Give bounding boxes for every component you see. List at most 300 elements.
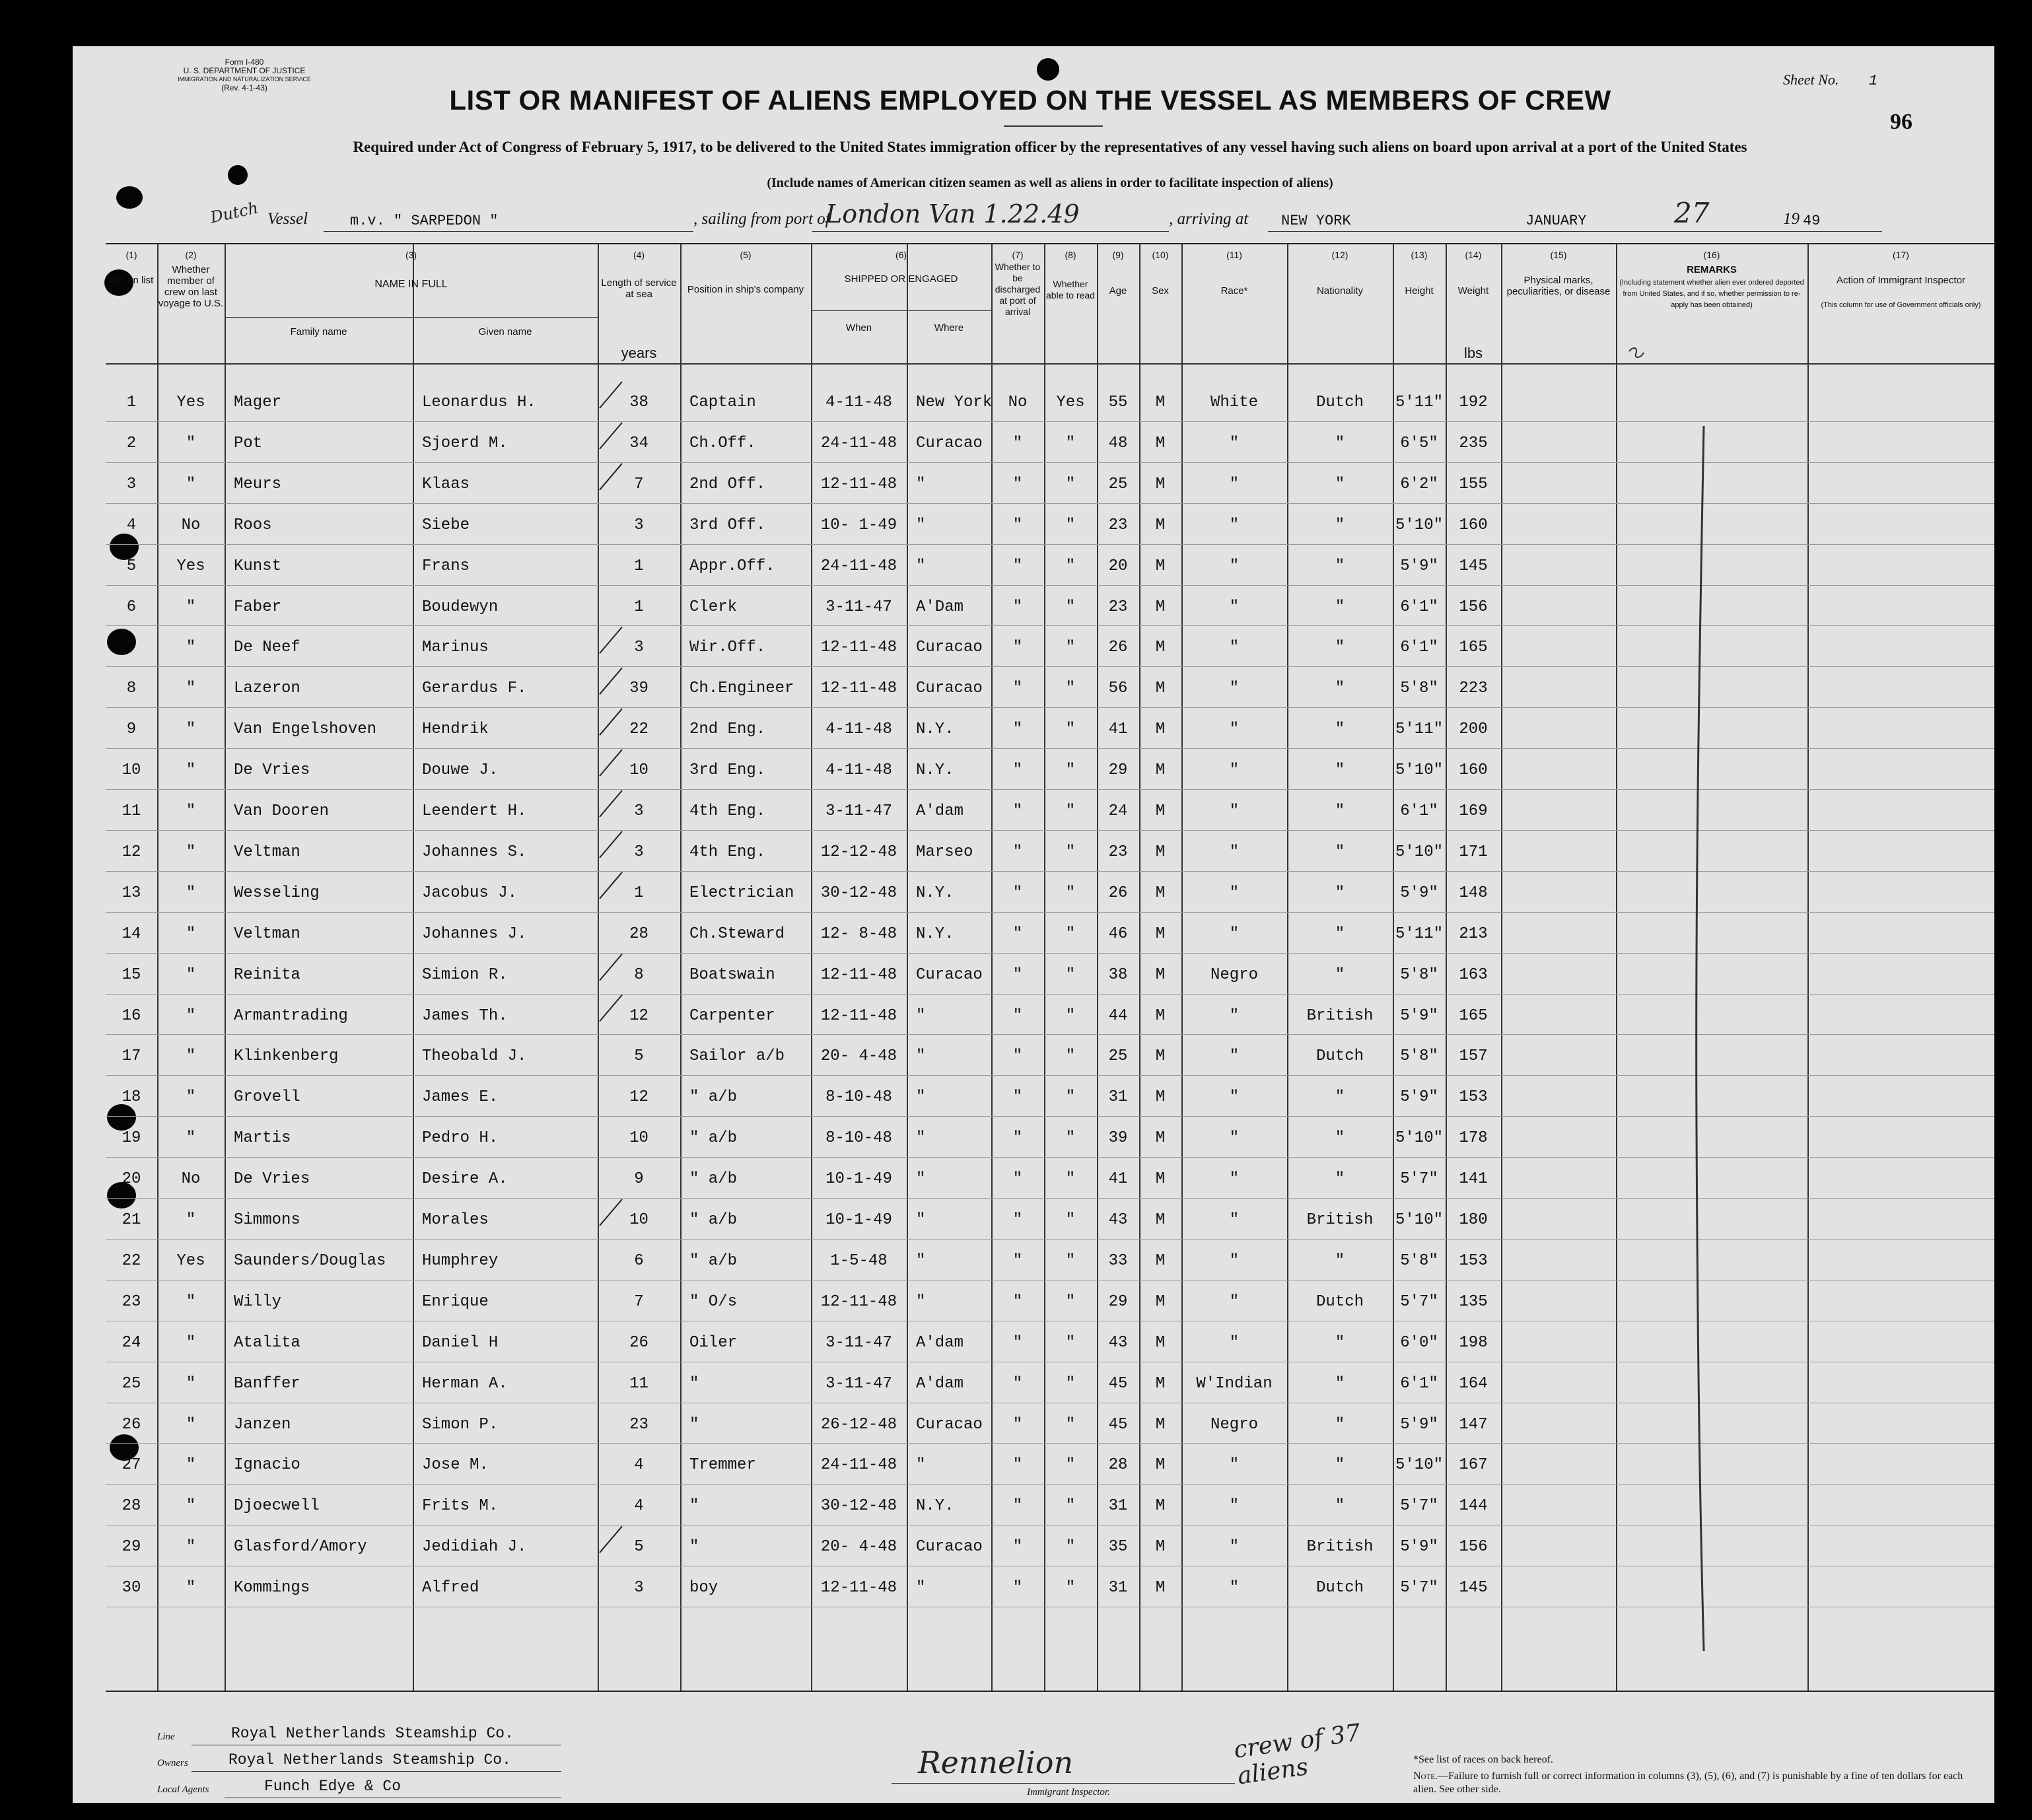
cell-age: 43 — [1108, 1333, 1128, 1352]
cell-given: Jacobus J. — [422, 884, 518, 902]
cell-family: Van Dooren — [234, 802, 330, 820]
cell-when: 3-11-47 — [825, 1333, 892, 1352]
cell-age: 24 — [1108, 802, 1128, 820]
cell-no: 28 — [122, 1497, 141, 1516]
cell-no: 2 — [126, 434, 137, 452]
cell-age: 48 — [1108, 434, 1128, 452]
col-where-header: Where — [934, 322, 964, 333]
cell-no: 1 — [126, 394, 137, 411]
cell-position: " — [689, 1374, 699, 1393]
cell-read: " — [1065, 598, 1076, 616]
cell-years: 5 — [634, 1538, 644, 1557]
cell-family: Simmons — [234, 1211, 300, 1229]
cell-given: Theobald J. — [422, 1047, 527, 1066]
cell-when: 8-10-48 — [825, 1088, 892, 1107]
cell-no: 19 — [122, 1129, 141, 1148]
cell-weight: 171 — [1459, 843, 1488, 861]
cell-given: Herman A. — [422, 1374, 508, 1393]
cell-sex: M — [1155, 965, 1166, 984]
checkmarks — [596, 376, 648, 1697]
cell-family: Veltman — [234, 843, 300, 861]
cell-where: Curacao — [916, 965, 983, 984]
cell-discharged: " — [1012, 475, 1023, 493]
cell-given: Jose M. — [422, 1456, 489, 1475]
cell-weight: 163 — [1459, 965, 1488, 984]
cell-position: 3rd Off. — [689, 516, 766, 534]
vessel-underline — [324, 231, 693, 232]
cell-weight: 160 — [1459, 516, 1488, 534]
cell-age: 35 — [1108, 1538, 1128, 1557]
cell-sex: M — [1155, 1006, 1166, 1025]
cell-nationality: " — [1335, 516, 1345, 534]
cell-when: 30-12-48 — [820, 1497, 897, 1516]
cell-height: 6'1" — [1400, 639, 1438, 657]
cell-nationality: " — [1335, 434, 1345, 452]
cell-where: " — [916, 1456, 926, 1475]
column-number: (16) — [1703, 250, 1720, 260]
col-length-header: Length of service at sea — [601, 277, 677, 300]
cell-when: 3-11-47 — [825, 1374, 892, 1393]
cell-when: 12-11-48 — [820, 965, 897, 984]
column-number: (7) — [1012, 250, 1024, 260]
cell-nationality: " — [1335, 1374, 1345, 1393]
cell-position: Boatswain — [689, 965, 775, 984]
cell-discharged: " — [1012, 1251, 1023, 1270]
date-underline — [1499, 231, 1882, 232]
cell-family: Armantrading — [234, 1006, 348, 1025]
cell-race: " — [1229, 761, 1240, 780]
cell-position: Carpenter — [689, 1006, 775, 1025]
cell-family: De Neef — [234, 639, 300, 657]
cell-race: " — [1229, 1088, 1240, 1107]
cell-read: " — [1065, 1415, 1076, 1434]
cell-sex: M — [1155, 1497, 1166, 1516]
cell-sex: M — [1155, 1415, 1166, 1434]
cell-when: 24-11-48 — [820, 557, 897, 575]
cell-where: A'dam — [916, 1333, 964, 1352]
cell-years: 34 — [629, 434, 648, 452]
page-title: LIST OR MANIFEST OF ALIENS EMPLOYED ON THE VESSEL AS MEMBERS OF CREW — [449, 85, 1611, 116]
cell-race: " — [1229, 1170, 1240, 1189]
cell-age: 38 — [1108, 965, 1128, 984]
cell-no: 23 — [122, 1292, 141, 1311]
cell-height: 6'1" — [1400, 802, 1438, 820]
cell-height: 5'7" — [1400, 1170, 1438, 1189]
cell-race: " — [1229, 1047, 1240, 1066]
cell-member: " — [186, 1006, 196, 1025]
cell-member: " — [186, 1579, 196, 1597]
cell-when: 10- 1-49 — [820, 516, 897, 534]
cell-member: " — [186, 843, 196, 861]
cell-height: 5'10" — [1395, 843, 1443, 861]
cell-height: 5'8" — [1400, 1251, 1438, 1270]
cell-member: No — [181, 1170, 201, 1189]
cell-weight: 198 — [1459, 1333, 1488, 1352]
cell-family: Roos — [234, 516, 272, 534]
cell-given: Johannes J. — [422, 925, 527, 943]
cell-member: " — [186, 639, 196, 657]
cell-discharged: " — [1012, 1456, 1023, 1475]
cell-years: 23 — [629, 1415, 648, 1434]
cell-position: Ch.Off. — [689, 434, 756, 452]
cell-member: " — [186, 1456, 196, 1475]
cell-no: 21 — [122, 1211, 141, 1229]
cell-race: " — [1229, 884, 1240, 902]
cell-when: 4-11-48 — [825, 720, 892, 739]
cell-where: " — [916, 1047, 926, 1066]
cell-height: 5'9" — [1400, 1088, 1438, 1107]
cell-given: Humphrey — [422, 1251, 499, 1270]
column-number: (9) — [1112, 250, 1124, 260]
cell-age: 43 — [1108, 1211, 1128, 1229]
arrival-year: 49 — [1803, 213, 1821, 229]
cell-discharged: " — [1012, 1579, 1023, 1597]
cell-given: Klaas — [422, 475, 470, 493]
year-prefix: 19 — [1783, 210, 1800, 228]
title-rule — [1004, 125, 1103, 127]
cell-position: Ch.Steward — [689, 925, 785, 943]
cell-when: 12-11-48 — [820, 1006, 897, 1025]
cell-family: De Vries — [234, 761, 310, 780]
cell-weight: 167 — [1459, 1456, 1488, 1475]
cell-where: N.Y. — [916, 925, 954, 943]
arriving-port: NEW YORK — [1281, 213, 1351, 229]
cell-years: 3 — [634, 516, 644, 534]
cell-where: " — [916, 1129, 926, 1148]
cell-sex: M — [1155, 925, 1166, 943]
sailing-label: , sailing from port of — [693, 210, 830, 228]
cell-read: " — [1065, 1251, 1076, 1270]
cell-when: 4-11-48 — [825, 761, 892, 780]
cell-height: 5'7" — [1400, 1579, 1438, 1597]
cell-read: " — [1065, 1006, 1076, 1025]
cell-years: 10 — [629, 1211, 648, 1229]
cell-years: 12 — [629, 1006, 648, 1025]
cell-family: Martis — [234, 1129, 291, 1148]
cell-where: " — [916, 1088, 926, 1107]
cell-family: Van Engelshoven — [234, 720, 377, 739]
cell-nationality: " — [1335, 802, 1345, 820]
note-text: —Failure to furnish full or correct information in columns (3), (5), (6), and (7) is punishable by a fine of ten dollars for each alien. See other side. — [1413, 1770, 1963, 1795]
cell-when: 24-11-48 — [820, 434, 897, 452]
cell-where: " — [916, 1292, 926, 1311]
cell-height: 5'11" — [1395, 394, 1443, 411]
column-number: (14) — [1465, 250, 1482, 260]
cell-sex: M — [1155, 802, 1166, 820]
cell-no: 24 — [122, 1333, 141, 1352]
cell-family: Djoecwell — [234, 1497, 320, 1516]
cell-discharged: " — [1012, 516, 1023, 534]
cell-nationality: " — [1335, 1456, 1345, 1475]
cell-where: Curacao — [916, 639, 983, 657]
cell-given: Jedidiah J. — [422, 1538, 527, 1557]
cell-race: " — [1229, 1211, 1240, 1229]
cell-read: " — [1065, 802, 1076, 820]
col-given-header: Given name — [478, 326, 532, 337]
cell-years: 1 — [634, 884, 644, 902]
cell-discharged: " — [1012, 1538, 1023, 1557]
col-sex-header: Sex — [1152, 285, 1169, 297]
cell-sex: M — [1155, 1170, 1166, 1189]
cell-race: " — [1229, 802, 1240, 820]
cell-height: 6'2" — [1400, 475, 1438, 493]
cell-member: " — [186, 1497, 196, 1516]
cell-member: " — [186, 1047, 196, 1066]
cell-years: 7 — [634, 475, 644, 493]
cell-family: Lazeron — [234, 680, 300, 698]
cell-sex: M — [1155, 720, 1166, 739]
manifest-sheet — [73, 46, 1994, 1803]
form-service: IMMIGRATION AND NATURALIZATION SERVICE — [178, 76, 311, 83]
cell-years: 10 — [629, 761, 648, 780]
cell-years: 1 — [634, 598, 644, 616]
cell-nationality: " — [1335, 884, 1345, 902]
cell-discharged: No — [1008, 394, 1028, 411]
shipped-subheader-rule — [811, 310, 991, 311]
penalty-note — [1413, 1770, 1981, 1796]
cell-age: 20 — [1108, 557, 1128, 575]
cell-no: 14 — [122, 925, 141, 943]
cell-no: 10 — [122, 761, 141, 780]
cell-height: 5'8" — [1400, 1047, 1438, 1066]
remarks-pen-line — [1616, 337, 1807, 1658]
cell-read: " — [1065, 1538, 1076, 1557]
cell-nationality: " — [1335, 1088, 1345, 1107]
column-number: (4) — [633, 250, 645, 260]
cell-when: 12-11-48 — [820, 1579, 897, 1597]
column-number: (12) — [1331, 250, 1349, 260]
cell-sex: M — [1155, 639, 1166, 657]
form-dept: U. S. DEPARTMENT OF JUSTICE — [183, 66, 306, 75]
cell-discharged: " — [1012, 1047, 1023, 1066]
column-number: (11) — [1226, 250, 1242, 260]
cell-weight: 200 — [1459, 720, 1488, 739]
cell-position: Oiler — [689, 1333, 738, 1352]
cell-weight: 165 — [1459, 639, 1488, 657]
cell-read: " — [1065, 639, 1076, 657]
cell-no: 4 — [126, 516, 137, 534]
column-number: (15) — [1550, 250, 1567, 260]
cell-nationality: Dutch — [1315, 1047, 1364, 1066]
cell-no: 29 — [122, 1538, 141, 1557]
cell-weight: 157 — [1459, 1047, 1488, 1066]
cell-height: 5'7" — [1400, 1292, 1438, 1311]
cell-no: 5 — [126, 557, 137, 575]
cell-position: 2nd Eng. — [689, 720, 766, 739]
cell-when: 3-11-47 — [825, 802, 892, 820]
cell-nationality: " — [1335, 1497, 1345, 1516]
cell-race: " — [1229, 1129, 1240, 1148]
cell-member: " — [186, 680, 196, 698]
cell-weight: 165 — [1459, 1006, 1488, 1025]
cell-given: Hendrik — [422, 720, 489, 739]
cell-race: " — [1229, 475, 1240, 493]
cell-no: 18 — [122, 1088, 141, 1107]
cell-given: James E. — [422, 1088, 499, 1107]
cell-member: Yes — [176, 1251, 205, 1270]
cell-sex: M — [1155, 434, 1166, 452]
arriving-label: , arriving at — [1169, 210, 1249, 228]
cell-given: Boudewyn — [422, 598, 499, 616]
cell-where: N.Y. — [916, 1497, 954, 1516]
cell-family: Janzen — [234, 1415, 291, 1434]
cell-family: Pot — [234, 434, 263, 452]
cell-position: 3rd Eng. — [689, 761, 766, 780]
agents-value: Funch Edye & Co — [264, 1778, 402, 1795]
cell-years: 5 — [634, 1047, 644, 1066]
cell-nationality: " — [1335, 925, 1345, 943]
cell-where: " — [916, 516, 926, 534]
cell-sex: M — [1155, 1333, 1166, 1352]
cell-weight: 223 — [1459, 680, 1488, 698]
cell-years: 3 — [634, 639, 644, 657]
cell-height: 5'10" — [1395, 1211, 1443, 1229]
cell-discharged: " — [1012, 1497, 1023, 1516]
cell-given: Douwe J. — [422, 761, 499, 780]
cell-no: 13 — [122, 884, 141, 902]
cell-given: Alfred — [422, 1579, 479, 1597]
cell-given: Morales — [422, 1211, 489, 1229]
cell-age: 39 — [1108, 1129, 1128, 1148]
cell-family: Wesseling — [234, 884, 320, 902]
vessel-label: Vessel — [267, 210, 308, 228]
cell-race: " — [1229, 843, 1240, 861]
col-no-header: No. on list — [109, 275, 154, 286]
name-subheader-rule — [225, 317, 598, 318]
cell-family: Banffer — [234, 1374, 300, 1393]
cell-position: " — [689, 1538, 699, 1557]
cell-read: Yes — [1056, 394, 1085, 411]
cell-height: 6'0" — [1400, 1333, 1438, 1352]
cell-member: " — [186, 720, 196, 739]
cell-no: 30 — [122, 1579, 141, 1597]
cell-where: " — [916, 557, 926, 575]
cell-years: 11 — [629, 1374, 648, 1393]
col-name-header: NAME IN FULL — [374, 279, 448, 290]
cell-where: A'dam — [916, 802, 964, 820]
cell-where: A'dam — [916, 1374, 964, 1393]
cell-where: " — [916, 1211, 926, 1229]
cell-when: 12-11-48 — [820, 475, 897, 493]
cell-member: " — [186, 1088, 196, 1107]
cell-discharged: " — [1012, 598, 1023, 616]
cell-when: 30-12-48 — [820, 884, 897, 902]
cell-race: " — [1229, 557, 1240, 575]
cell-weight: 160 — [1459, 761, 1488, 780]
cell-discharged: " — [1012, 1292, 1023, 1311]
cell-member: " — [186, 1415, 196, 1434]
cell-age: 26 — [1108, 884, 1128, 902]
required-text: Required under Act of Congress of February 5, 1917, to be delivered to the United States immigration officer by the representatives of any vessel having such aliens on board upon arrival at a port of the United States — [353, 139, 1747, 155]
cell-given: James Th. — [422, 1006, 508, 1025]
cell-given: Simion R. — [422, 965, 508, 984]
cell-years: 39 — [629, 680, 648, 698]
column-number: (13) — [1411, 250, 1428, 260]
cell-nationality: " — [1335, 1170, 1345, 1189]
cell-when: 24-11-48 — [820, 1456, 897, 1475]
cell-where: Curacao — [916, 1538, 983, 1557]
cell-years: 8 — [634, 965, 644, 984]
owners-value: Royal Netherlands Steamship Co. — [228, 1751, 511, 1768]
cell-nationality: " — [1335, 843, 1345, 861]
cell-nationality: " — [1335, 761, 1345, 780]
cell-when: 10-1-49 — [825, 1211, 892, 1229]
cell-member: " — [186, 1292, 196, 1311]
cell-years: 38 — [629, 394, 648, 411]
cell-given: Leonardus H. — [422, 394, 536, 411]
cell-read: " — [1065, 557, 1076, 575]
cell-race: Negro — [1210, 965, 1258, 984]
cell-member: " — [186, 884, 196, 902]
cell-position: Sailor a/b — [689, 1047, 785, 1066]
cell-position: boy — [689, 1579, 718, 1597]
punch-hole — [116, 186, 143, 209]
cell-age: 23 — [1108, 516, 1128, 534]
cell-given: Leendert H. — [422, 802, 527, 820]
cell-given: Enrique — [422, 1292, 489, 1311]
cell-sex: M — [1155, 475, 1166, 493]
cell-family: Grovell — [234, 1088, 300, 1107]
cell-where: Curacao — [916, 1415, 983, 1434]
cell-position: 2nd Off. — [689, 475, 766, 493]
cell-sex: M — [1155, 557, 1166, 575]
inspector-label: Immigrant Inspector. — [1027, 1787, 1110, 1798]
cell-family: Ignacio — [234, 1456, 300, 1475]
col-family-header: Family name — [290, 326, 347, 337]
cell-race: " — [1229, 1006, 1240, 1025]
cell-years: 7 — [634, 1292, 644, 1311]
cell-age: 28 — [1108, 1456, 1128, 1475]
cell-read: " — [1065, 843, 1076, 861]
cell-no: 26 — [122, 1415, 141, 1434]
inspector-signature: Rennelion — [918, 1745, 1074, 1780]
cell-height: 5'7" — [1400, 1497, 1438, 1516]
cell-race: " — [1229, 1251, 1240, 1270]
cell-read: " — [1065, 680, 1076, 698]
cell-age: 23 — [1108, 843, 1128, 861]
cell-member: " — [186, 598, 196, 616]
cell-race: " — [1229, 1538, 1240, 1557]
cell-weight: 147 — [1459, 1415, 1488, 1434]
cell-given: Frits M. — [422, 1497, 499, 1516]
cell-family: Meurs — [234, 475, 282, 493]
cell-discharged: " — [1012, 802, 1023, 820]
cell-race: " — [1229, 1456, 1240, 1475]
cell-weight: 169 — [1459, 802, 1488, 820]
cell-years: 4 — [634, 1456, 644, 1475]
cell-age: 31 — [1108, 1579, 1128, 1597]
cell-sex: M — [1155, 843, 1166, 861]
cell-height: 5'8" — [1400, 965, 1438, 984]
cell-discharged: " — [1012, 843, 1023, 861]
cell-read: " — [1065, 1170, 1076, 1189]
cell-discharged: " — [1012, 434, 1023, 452]
cell-given: Gerardus F. — [422, 680, 527, 698]
cell-when: 12-11-48 — [820, 639, 897, 657]
cell-position: Ch.Engineer — [689, 680, 794, 698]
crew-count-note: crew of 37 aliens — [1232, 1719, 1362, 1790]
cell-height: 5'11" — [1395, 720, 1443, 739]
cell-read: " — [1065, 1211, 1076, 1229]
sheet-label: Sheet No. — [1783, 71, 1839, 88]
cell-family: Atalita — [234, 1333, 300, 1352]
col-physical-header: Physical marks, peculiarities, or disease — [1506, 275, 1611, 297]
col-discharged-header: Whether to be discharged at port of arrival — [995, 262, 1041, 317]
cell-height: 5'8" — [1400, 680, 1438, 698]
cell-weight: 235 — [1459, 434, 1488, 452]
cell-race: " — [1229, 598, 1240, 616]
cell-discharged: " — [1012, 761, 1023, 780]
